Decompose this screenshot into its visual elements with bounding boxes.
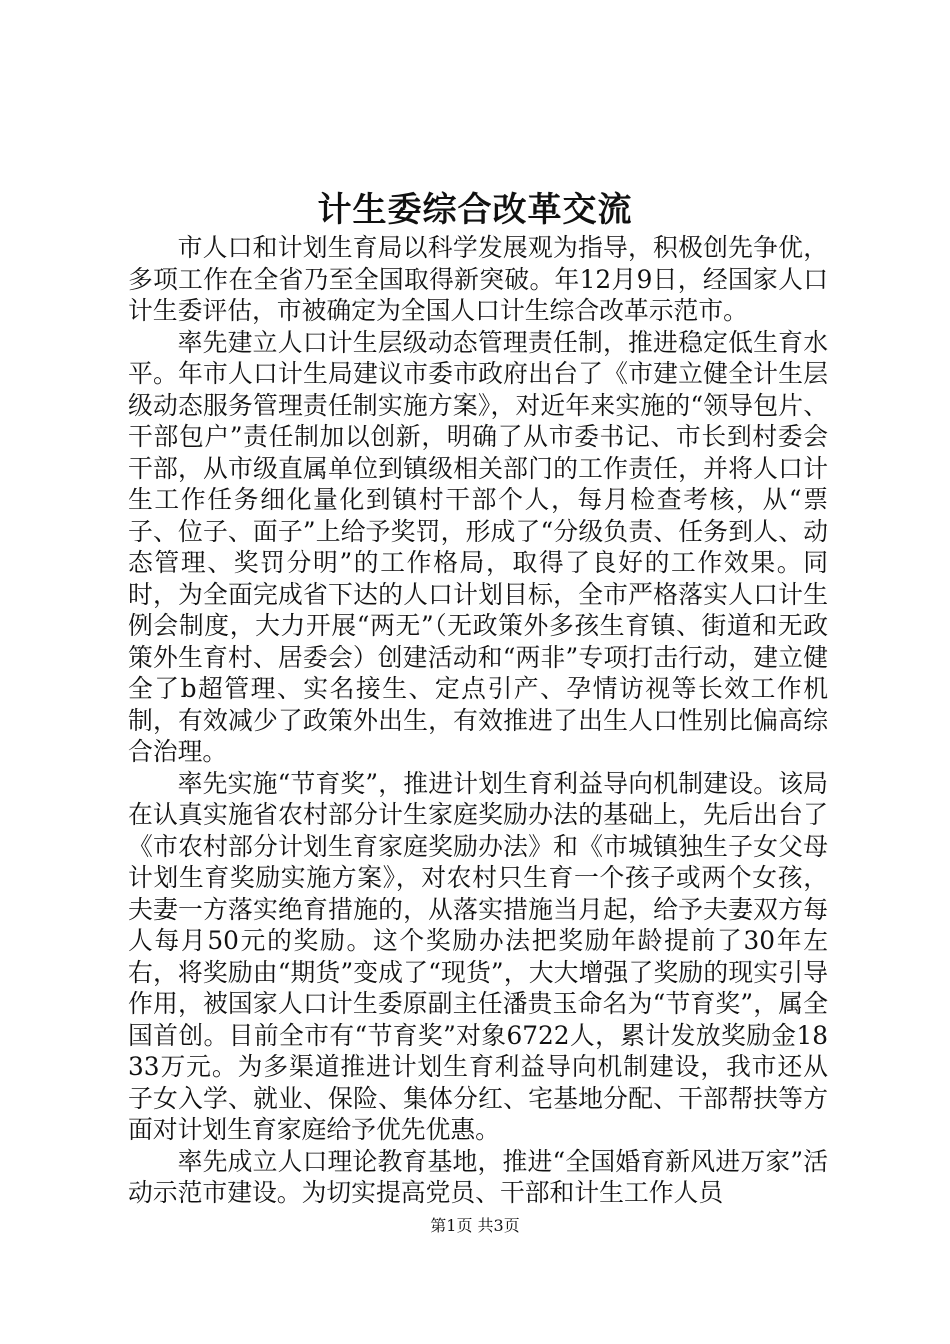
- paragraph-birth-control-award: 率先实施“节育奖”，推进计划生育利益导向机制建设。该局在认真实施省农村部分计生家庭奖励办法的基础上，先后出台了《市农村部分计划生育家庭奖励办法》和《市城镇独生子女父母计划生育奖励实施方案》，对农村只生育一个孩子或两个女孩，夫妻一方落实绝育措施的，从落实措施当月起，给予夫妻双方每人每月50元的奖励。这个奖励办法把奖励年龄提前了30年左右，将奖励由“期货”变成了“现货”，大大增强了奖励的现实引导作用，被国家人口计生委原副主任潘贵玉命名为“节育奖”，属全国首创。目前全市有“节育奖”对象6722人，累计发放奖励金1833万元。为多渠道推进计划生育利益导向机制建设，我市还从子女入学、就业、保险、集体分红、宅基地分配、干部帮扶等方面对计划生育家庭给予优先优惠。: [128, 768, 828, 1144]
- paragraph-intro: 市人口和计划生育局以科学发展观为指导，积极创先争优，多项工作在全省乃至全国取得新突破。年12月9日，经国家人口计生委评估，市被确定为全国人口计生综合改革示范市。: [128, 233, 828, 325]
- paragraph-responsibility-system: 率先建立人口计生层级动态管理责任制，推进稳定低生育水平。年市人口计生局建议市委市政府出台了《市建立健全计生层级动态服务管理责任制实施方案》，对近年来实施的“领导包片、干部包户”责任制加以创新，明确了从市委书记、市长到村委会干部，从市级直属单位到镇级相关部门的工作责任，并将人口计生工作任务细化量化到镇村干部个人，每月检查考核，从“票子、位子、面子”上给予奖罚，形成了“分级负责、任务到人、动态管理、奖罚分明”的工作格局，取得了良好的工作效果。同时，为全面完成省下达的人口计划目标，全市严格落实人口计生例会制度，大力开展“两无”（无政策外多孩生育镇、街道和无政策外生育村、居委会）创建活动和“两非”专项打击行动，建立健全了b超管理、实名接生、定点引产、孕情访视等长效工作机制，有效减少了政策外出生，有效推进了出生人口性别比偏高综合治理。: [128, 327, 828, 766]
- document-title: 计生委综合改革交流: [317, 190, 633, 230]
- document-body: [128, 232, 828, 1209]
- page-number-footer: 第1页 共3页: [430, 1216, 520, 1235]
- paragraph-education-base: 率先成立人口理论教育基地，推进“全国婚育新风进万家”活动示范市建设。为切实提高党员、干部和计生工作人员: [128, 1146, 828, 1207]
